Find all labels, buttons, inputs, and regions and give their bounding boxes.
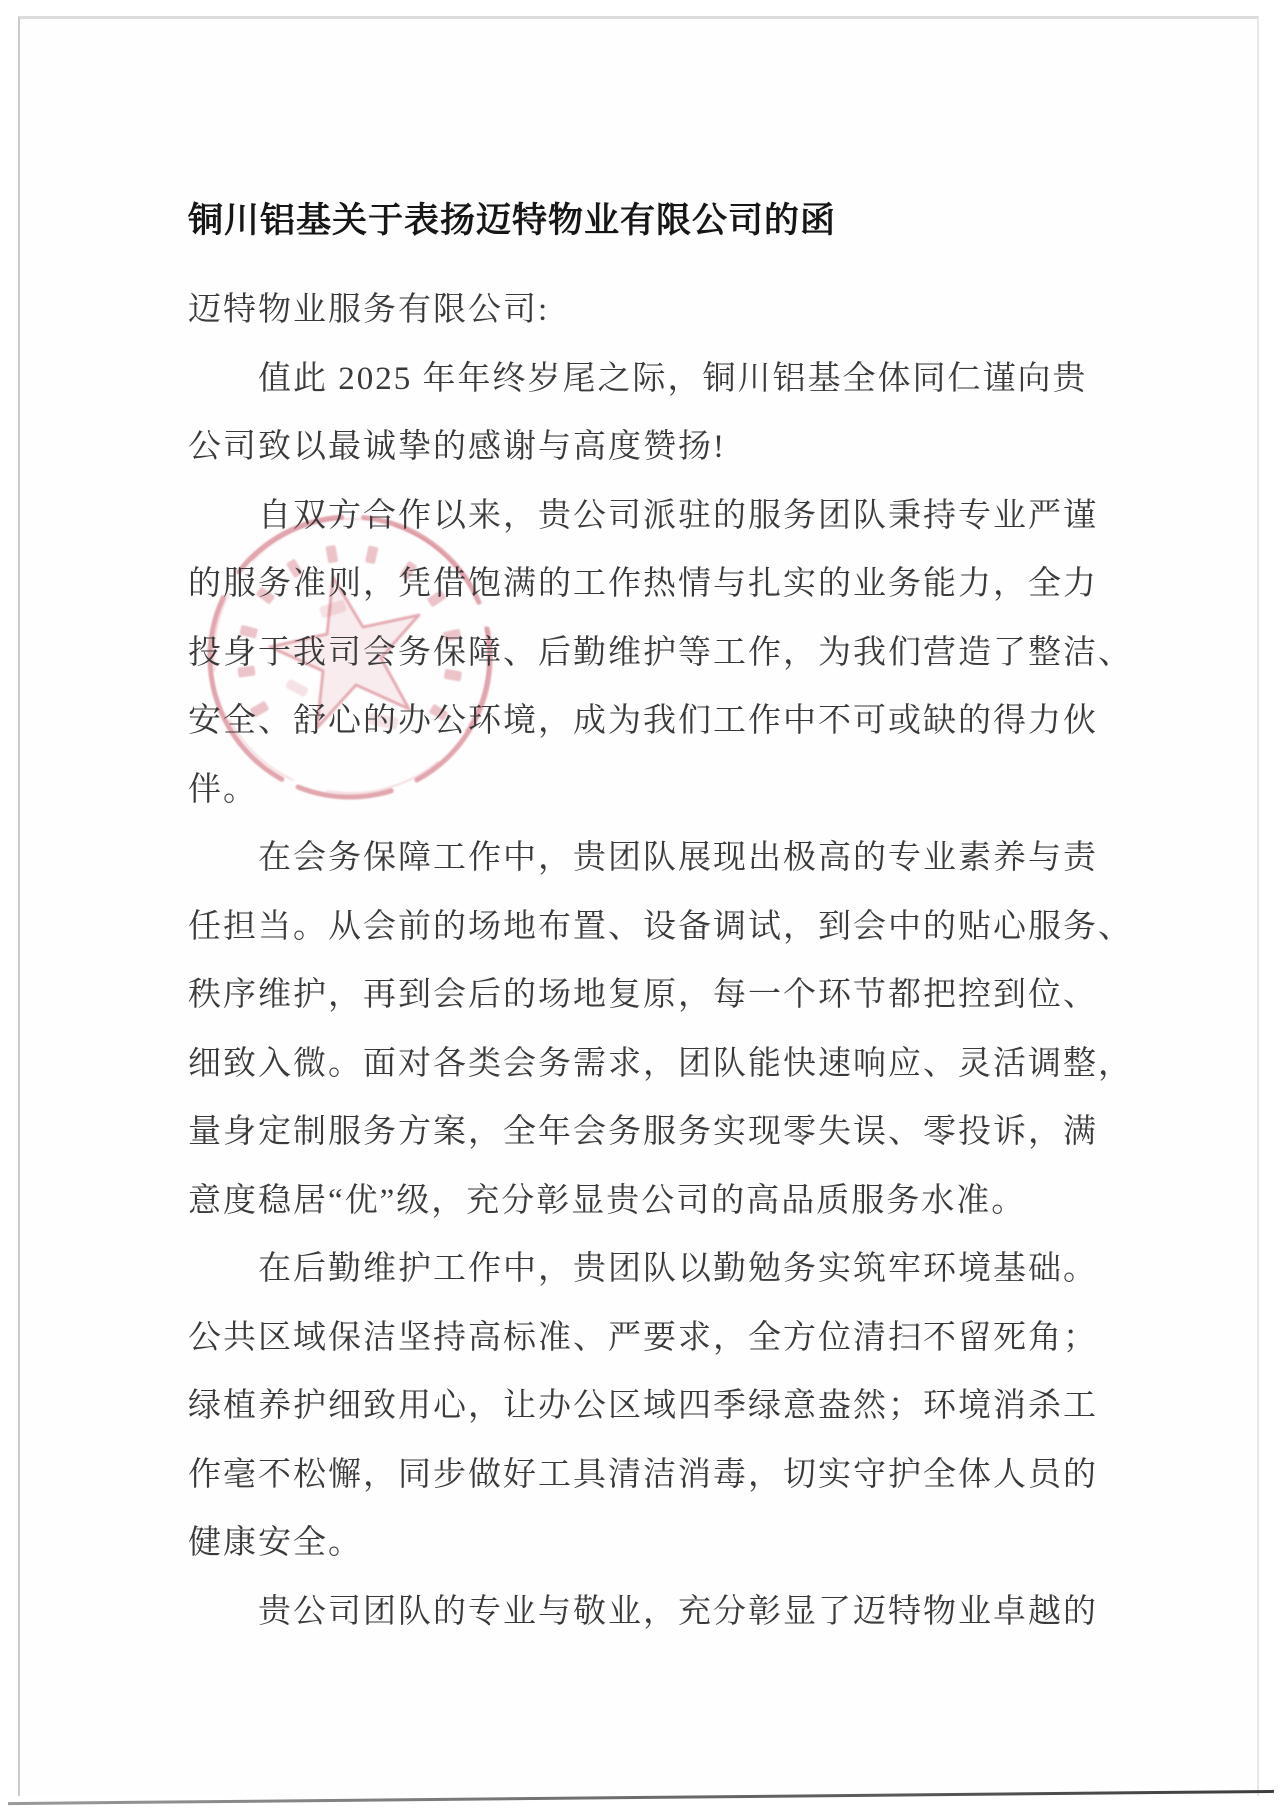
paragraph-line: 投身于我司会务保障、后勤维护等工作，为我们营造了整洁、: [188, 634, 1133, 671]
paragraph-line: 的服务准则，凭借饱满的工作热情与扎实的业务能力，全力: [188, 566, 1098, 602]
paragraph-line: 安全、舒心的办公环境，成为我们工作中不可或缺的得力伙: [188, 703, 1098, 739]
paragraph-line: 在后勤维护工作中，贵团队以勤勉务实筑牢环境基础。: [188, 1251, 1098, 1287]
paragraph-line: 公司致以最诚挚的感谢与高度赞扬!: [188, 429, 726, 465]
letter-content: [20, 197, 1257, 1646]
paragraph: [188, 824, 1133, 1235]
paragraph-line: 在会务保障工作中，贵团队展现出极高的专业素养与责: [188, 840, 1098, 876]
paragraph-line: 伴。: [188, 771, 258, 808]
letter-page: [18, 16, 1259, 1796]
salutation: 迈特物业服务有限公司:: [188, 292, 550, 328]
paragraph-line: 值此 2025 年年终岁尾之际，铜川铝基全体同仁谨向贵: [188, 360, 1088, 397]
paragraph-line: 任担当。从会前的场地布置、设备调试，到会中的贴心服务、: [188, 908, 1133, 945]
paragraph: [188, 482, 1133, 825]
paragraph-line: 秩序维护，再到会后的场地复原，每一个环节都把控到位、: [188, 977, 1098, 1013]
paragraph-line: 贵公司团队的专业与敬业，充分彰显了迈特物业卓越的: [188, 1593, 1098, 1630]
paragraph: [188, 1235, 1100, 1578]
paragraph-line: 量身定制服务方案，全年会务服务实现零失误、零投诉，满: [188, 1114, 1098, 1150]
paragraph: [188, 345, 1100, 482]
paragraph-line: 自双方合作以来，贵公司派驻的服务团队秉持专业严谨: [188, 497, 1098, 534]
paragraph-line: 作毫不松懈，同步做好工具清洁消毒，切实守护全体人员的: [188, 1456, 1098, 1493]
letter-title: 铜川铝基关于表扬迈特物业有限公司的函: [188, 201, 837, 240]
paragraph-line: 意度稳居“优”级，充分彰显贵公司的高品质服务水准。: [188, 1182, 1027, 1219]
paragraph-line: 公共区域保洁坚持高标准、严要求，全方位清扫不留死角；: [188, 1319, 1098, 1356]
paragraph-line: 细致入微。面对各类会务需求，团队能快速响应、灵活调整，: [188, 1045, 1133, 1082]
paragraph-line: 绿植养护细致用心，让办公区域四季绿意盎然；环境消杀工: [188, 1388, 1098, 1424]
paragraph-line: 健康安全。: [188, 1525, 363, 1561]
letter-body: [188, 276, 1133, 1646]
paragraph: [188, 1578, 1100, 1647]
